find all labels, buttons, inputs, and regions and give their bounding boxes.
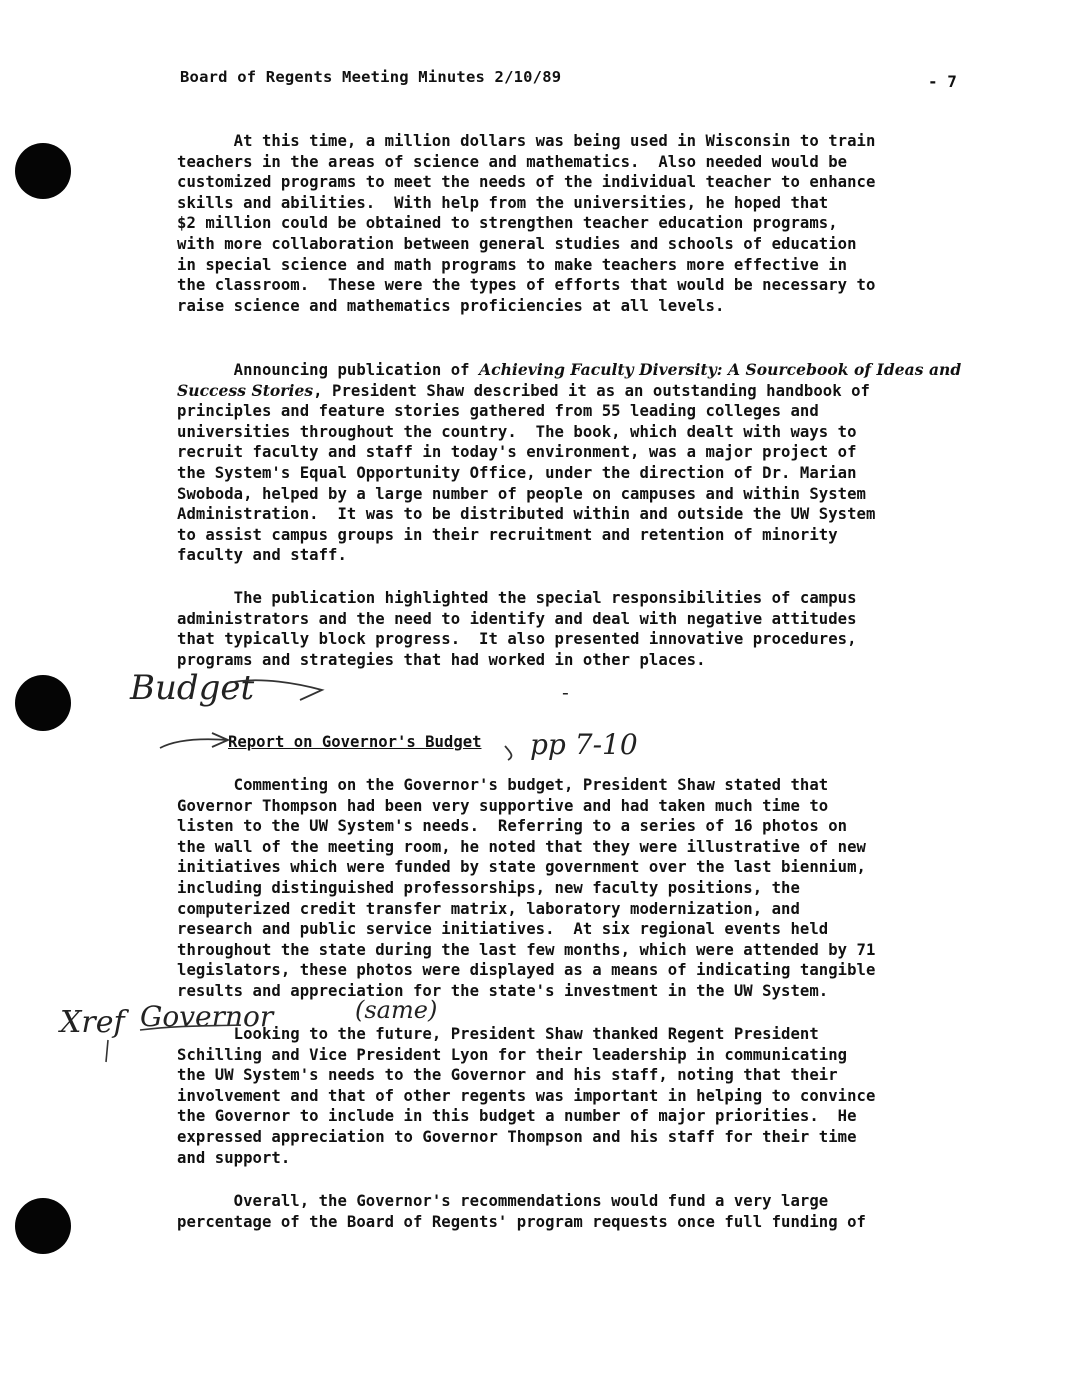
paragraph-looking-future: Looking to the future, President Shaw thanked Regent President Schilling and Vice President Lyon for their leadership in communicating the UW System's needs to the Governor and his staff, noting that their involvement and that of other regents was important in helping to convince the Governor to include in this budget a number of major priorities. He expressed appreciation to Governor Thompson and his staff for their time and support.	[177, 1025, 876, 1167]
paragraph-highlights: The publication highlighted the special responsibilities of campus administrators and the need to identify and deal with negative attitudes that typically block progress. It also presented innovative procedures, programs and strategies that had worked in other places.	[177, 589, 857, 669]
handwritten-xref-note: Xref	[60, 1005, 125, 1040]
paragraph-body: principles and feature stories gathered from 55 leading colleges and universities throughout the country. The book, which dealt with ways to recruit faculty and staff in today's environment, was a major project of the System's Equal Opportunity Office, under the direction of Dr. Marian Swoboda, helped by a large number of people on campuses and within System Administration. It was to be distributed within and outside the UW System to assist campus groups in their recruitment and retention of minority faculty and staff.	[177, 402, 876, 565]
paragraph-overall: Overall, the Governor's recommendations would fund a very large percentage of the Board of Regents' program requests once full funding of	[177, 1192, 866, 1231]
book-title: Achieving Faculty Diversity: A Sourcebook of Ideas and	[479, 360, 962, 379]
handwritten-budget-note: Budget	[130, 668, 255, 708]
comma-mark	[505, 746, 511, 760]
section-heading: Report on Governor's Budget	[228, 733, 482, 751]
xref-tick-mark	[106, 1040, 108, 1062]
page-number: - 7	[928, 72, 957, 91]
handwritten-governor-note: Governor	[140, 1000, 274, 1033]
underline-mark	[140, 1025, 240, 1030]
paragraph-science-training: At this time, a million dollars was being used in Wisconsin to train teachers in the areas of science and mathematics. Also needed would be customized programs to meet the needs of the individual teacher to enhance skills and abilities. With help from the universities, he hoped that $2 million could be obtained to strengthen teacher education programs, with more collaboration between general studies and schools of education in special science and math programs to make teachers more effective in the classroom. These were the types of efforts that would be necessary to raise science and mathematics proficiencies at all levels.	[177, 132, 876, 315]
heading-arrow-mark	[160, 733, 228, 748]
paragraph-text: , President Shaw described it as an outstanding handbook of	[313, 381, 870, 400]
book-title-cont: Success Stories	[177, 380, 314, 400]
budget-arrow-mark	[228, 680, 322, 700]
paragraph-governor-budget: Commenting on the Governor's budget, President Shaw stated that Governor Thompson had been very supportive and had taken much time to listen to the UW System's needs. Referring to a series of 16 photos on the wall of the meeting room, he noted that they were illustrative of new initiatives which were funded by state government over the last biennium, including distinguished professorships, new faculty positions, the computerized credit transfer matrix, laboratory modernization, and research and public service initiatives. At six regional events held throughout the state during the last few months, which were attended by 71 legislators, these photos were displayed as a means of indicating tangible results and appreciation for the state's investment in the UW System.	[177, 776, 876, 1000]
stray-dash: -	[562, 680, 569, 704]
paragraph-intro: Announcing publication of	[177, 361, 480, 379]
handwritten-same-note: (same)	[355, 996, 438, 1024]
handwritten-pages-note: pp 7-10	[530, 728, 638, 761]
page-header: Board of Regents Meeting Minutes 2/10/89	[180, 68, 562, 86]
